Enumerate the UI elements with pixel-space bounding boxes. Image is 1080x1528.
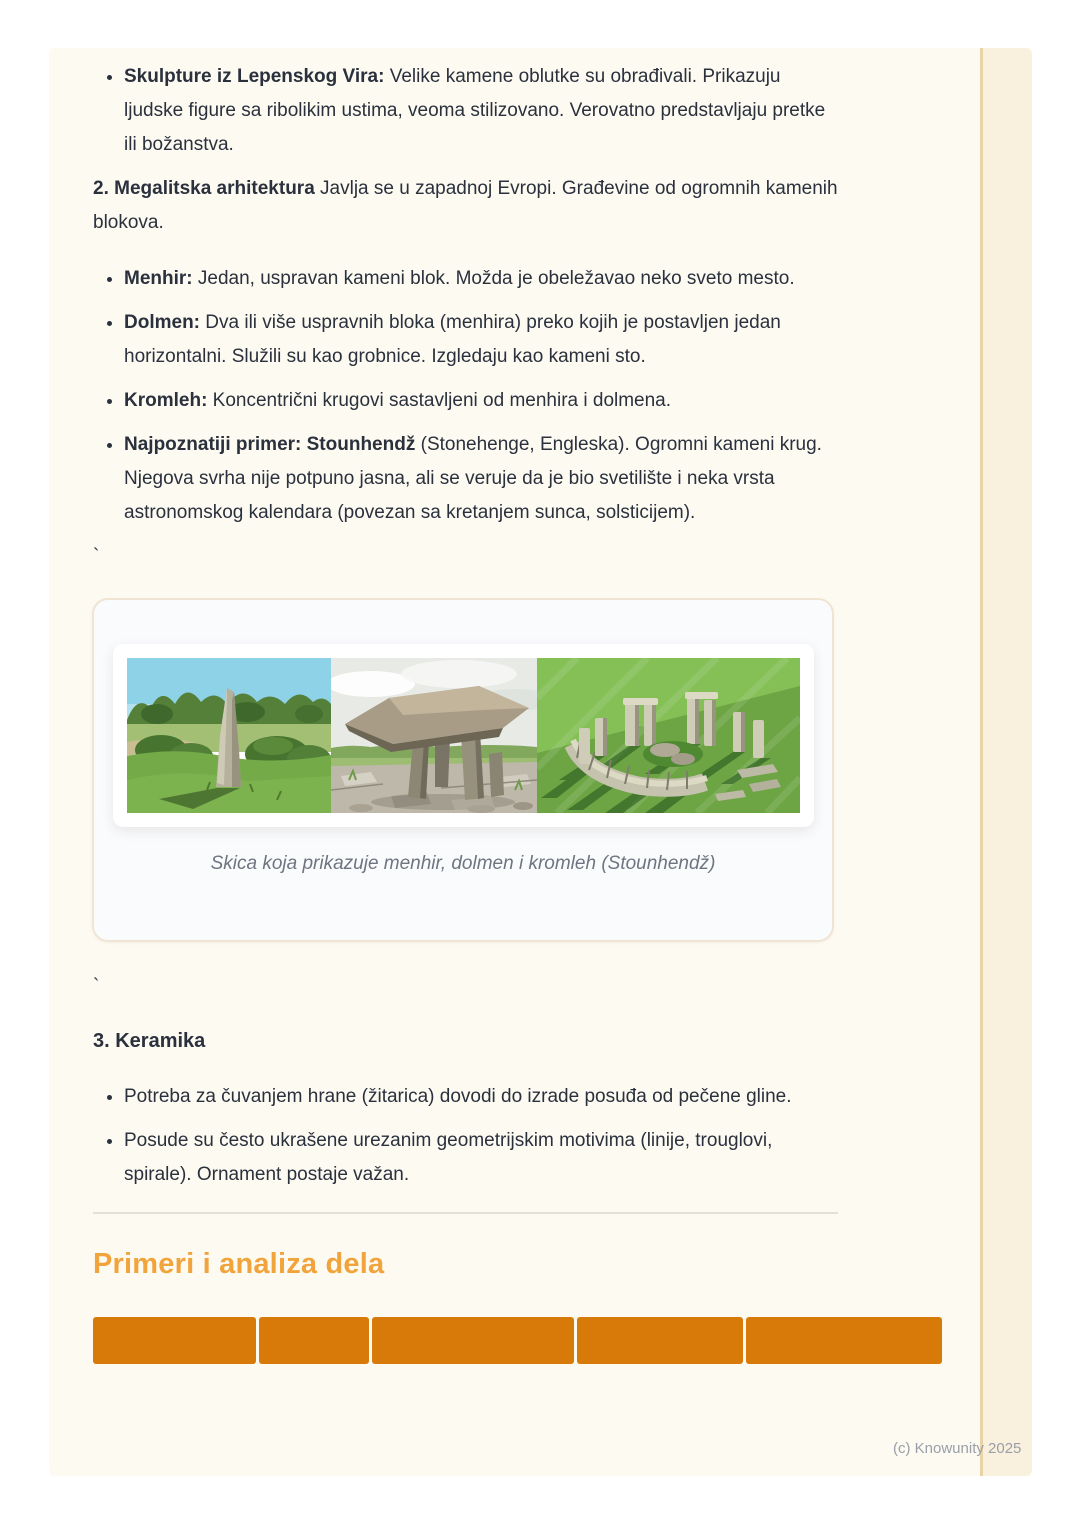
document-page xyxy=(49,48,1032,1476)
term-label: Dolmen: xyxy=(124,312,200,333)
term-text: (Stonehenge, Engleska). Ogromni kameni krug. Njegova svrha nije potpuno jasna, ali se veruje da je bio svetilište i neka vrsta astronomskog kalendara (povezan sa kretanjem sunca, solsticijem). xyxy=(124,434,822,523)
figure-caption: Skica koja prikazuje menhir, dolmen i kromleh (Stounhendž) xyxy=(210,853,716,874)
page-content xyxy=(49,48,838,1364)
megalith-lead-text: Javlja se u zapadnoj Evropi. Građevine od ogromnih kamenih blokova. xyxy=(93,178,838,233)
term-text: Koncentrični krugovi sastavljeni od menhira i dolmena. xyxy=(207,390,672,411)
term-text: Velike kamene oblutke su obrađivali. Prikazuju ljudske figure sa ribolikim ustima, veoma stilizovano. Verovatno predstavljaju pretke ili božanstva. xyxy=(124,66,826,155)
list-item-dolmen xyxy=(124,306,838,374)
stray-backtick: ` xyxy=(93,546,100,567)
keramika-list xyxy=(93,1080,838,1192)
section-divider xyxy=(93,1212,838,1214)
megalith-list xyxy=(93,262,838,530)
term-text: Jedan, uspravan kameni blok. Možda je obeležavao neko sveto mesto. xyxy=(192,268,795,289)
table-header-cell xyxy=(372,1317,574,1364)
analysis-table-header-row xyxy=(93,1317,942,1364)
list-item-kromleh xyxy=(124,384,838,418)
list-item-stounhendz xyxy=(124,428,838,530)
term-label: Najpoznatiji primer: Stounhendž xyxy=(124,434,416,455)
stonehenge-photo xyxy=(537,658,800,813)
table-header-cell xyxy=(259,1317,369,1364)
table-header-cell xyxy=(746,1317,942,1364)
megalith-lead-bold: 2. Megalitska arhitektura xyxy=(93,178,315,199)
sculpture-list xyxy=(93,60,838,162)
table-header-cell xyxy=(577,1317,743,1364)
stray-backtick: ` xyxy=(93,976,100,997)
list-item-posude-ornament xyxy=(124,1124,838,1192)
primeri-heading: Primeri i analiza dela xyxy=(93,1248,385,1280)
menhir-photo xyxy=(127,658,331,813)
list-item-menhir xyxy=(124,262,838,296)
table-header-cell xyxy=(93,1317,256,1364)
term-label: Skulpture iz Lepenskog Vira: xyxy=(124,66,385,87)
term-label: Menhir: xyxy=(124,268,193,289)
megalith-lead-paragraph xyxy=(93,172,838,240)
photo-strip xyxy=(113,644,814,827)
page-margin-strip xyxy=(980,48,1032,1476)
term-text: Dva ili više uspravnih bloka (menhira) preko kojih je postavljen jedan horizontalni. Služili su kao grobnice. Izgledaju kao kameni sto. xyxy=(124,312,781,367)
item-text: Potreba za čuvanjem hrane (žitarica) dovodi do izrade posuđa od pečene gline. xyxy=(124,1086,792,1107)
list-item-skulpture xyxy=(124,60,838,162)
dolmen-photo xyxy=(331,658,537,813)
watermark: (c) Knowunity 2025 xyxy=(893,1440,1022,1457)
term-label: Kromleh: xyxy=(124,390,208,411)
figure-card xyxy=(92,598,834,942)
item-text: Posude su često ukrašene urezanim geometrijskim motivima (linije, trouglovi, spirale). Ornament postaje važan. xyxy=(124,1130,773,1185)
keramika-heading: 3. Keramika xyxy=(93,1030,206,1052)
list-item-posude-izrada xyxy=(124,1080,838,1114)
